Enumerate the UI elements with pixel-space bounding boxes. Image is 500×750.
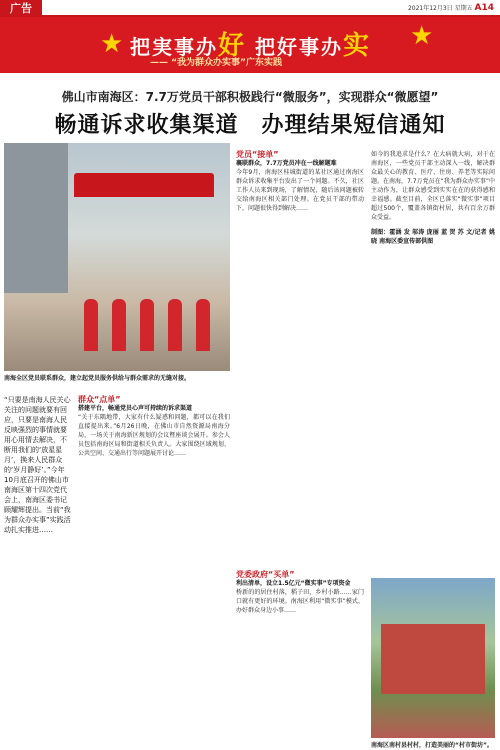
column-2 <box>78 395 230 745</box>
article-lede: “只要是南海人民关心关注的问题就要有回应，只要是南海人民反映强烈的事情就要用心用情去解决，不断用我们的‘放星星月’，换来人民群众的‘岁月静好’。”今年10月底召开的佛山市南海区第十四次党代会上，南海区委书记顾耀辉提出。当前“我为群众办实事”实践活动扎实推进…… <box>4 396 71 534</box>
campaign-banner <box>0 17 500 73</box>
banner-text: 把好事办 <box>254 35 343 59</box>
star-icon: ★ <box>100 29 124 59</box>
banner-highlight: 实 <box>342 31 371 61</box>
section-body: 今年9月，南海区桂城街道的某社区通过南海区群众诉求收集平台发出了一个问题。不久，社区工作人员来到现场，了解情况，随后该问题被转交给南海区相关部门处理。在党员干部的带动下，问题很快得到解决…… <box>236 169 364 212</box>
banner-subtitle: —— “我为群众办实事”广东实践 <box>150 58 282 68</box>
person-figure <box>112 299 126 351</box>
section-subheading: 襄联群众，7.7万党员冲在一线解题难 <box>236 160 337 167</box>
person-figure <box>168 299 182 351</box>
tent-shape <box>74 173 214 197</box>
column-3-lower <box>236 570 364 745</box>
person-figure <box>140 299 154 351</box>
news-photo-village <box>371 578 495 738</box>
banner-text: 把実事办 <box>130 35 218 59</box>
person-figure <box>196 299 210 351</box>
article-kicker: 佛山市南海区：7.7万党员干部积极践行“微服务”，实现群众“微愿望” <box>61 90 439 104</box>
section-body: 如今的我追求是什么？在大病就大病，对于在南海区，一些党员干部主动深入一线，解决群众最关心的教育、医疗、住房、养老等实际问题。在南海，7.7万党员在“我为群众办实事”中主动作为，让群众感受到实实在在的获得感和幸福感。截至目前，全区已落实“微实事”项目超过500个，覆盖各镇街村居，共有百余万群众受益。 <box>371 151 495 221</box>
mural-wall-shape <box>381 624 485 694</box>
section-heading: 党员“接单” <box>236 150 279 159</box>
date: 2021年12月3日 星期五 <box>407 5 473 12</box>
byline: 制图：霍涵 发 邬涛 庞丽 蓝 贺 苏 文/记者 姚晓 南海区委宣传部供图 <box>371 229 495 245</box>
section-body: 桥新的的居住村落，稻子田，乡村小路……家门口就有更好的环境。南海区利用“微实事”模式，办好群众身边小事…… <box>236 589 364 614</box>
person-figure <box>84 299 98 351</box>
page-header <box>0 0 500 17</box>
section-heading: 群众“点单” <box>78 395 121 404</box>
building-shape <box>4 143 68 293</box>
article-headline: 畅通诉求收集渠道 办理结果短信通知 <box>54 112 446 138</box>
photo-caption: 南海全区党员联系群众，建立起党员服务供给与群众需求的无缝对接。 <box>4 375 191 382</box>
section-heading: 党委政府“买单” <box>236 570 295 579</box>
section-tag: 广告 <box>0 0 42 17</box>
page-number: A14 <box>474 3 494 13</box>
star-icon: ★ <box>410 21 434 51</box>
banner-highlight: 好 <box>218 31 247 61</box>
column-4 <box>371 150 495 570</box>
date-line <box>408 3 494 13</box>
column-3 <box>236 150 364 570</box>
photo-caption: 南海区南村县村村，打造美丽的“村市街坊”。 <box>371 742 493 749</box>
section-subheading: 搭建平台，畅通党员心声可持续的诉求渠道 <box>78 405 193 412</box>
section-subheading: 利出清单，设立1.5亿元“微实事”专项资金 <box>236 580 351 587</box>
news-photo-volunteers <box>4 143 230 371</box>
section-body: “关于东隅地带，大家有什么疑惑和问题，都可以在我们直接提出来。”6月26日晚，在佛山市自然资源局南海分局，一场关于南海新区规划的会议暨座谈会展开。参会人员包括南海区局和街道相关负责人。大家围绕区域规划、公共空间、交通出行等问题展开讨论…… <box>78 414 230 457</box>
